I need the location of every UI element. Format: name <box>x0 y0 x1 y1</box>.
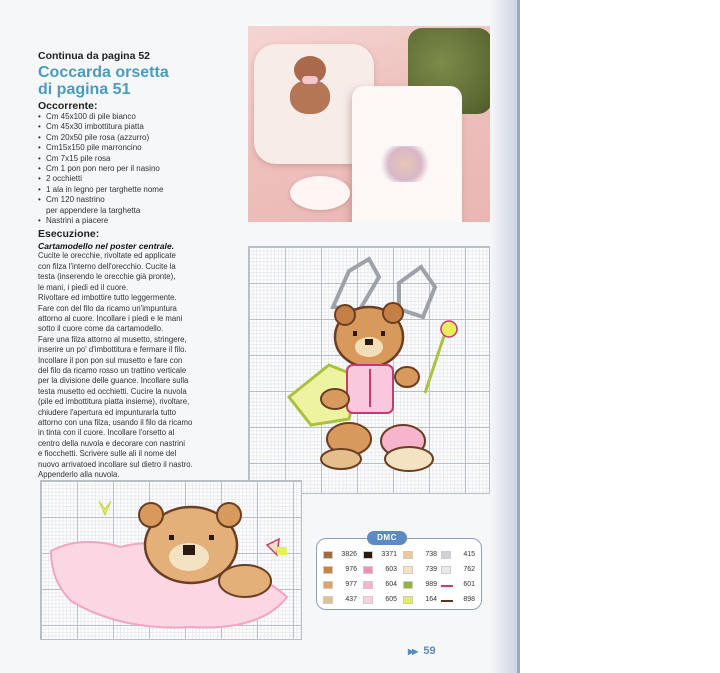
list-item: • 2 occhietti <box>38 174 238 184</box>
bear-appliqué <box>288 56 332 116</box>
ear-right <box>217 503 241 527</box>
yellow-bead <box>277 547 287 555</box>
instruction-line: Rivoltare ed imbottire tutto leggermente. <box>38 293 177 303</box>
ear-right <box>383 303 403 323</box>
foot-left <box>321 449 361 469</box>
arm-right <box>395 367 419 387</box>
sleeping-bear-motif <box>41 481 302 640</box>
eye-right <box>209 535 214 540</box>
instruction-line: del filo da ricamo rosso un trattino verticale <box>38 365 187 375</box>
cross-stitch-chart-angel-bear <box>248 246 490 494</box>
instruction-line: attorno con una filza, usando il filo da ricamo <box>38 417 193 427</box>
instruction-line: attorno al cuore. Incollare i piedi e le mani <box>38 313 183 323</box>
materials-heading: Occorrente: <box>38 100 98 112</box>
legend-row <box>323 549 479 561</box>
project-title-line2: di pagina 51 <box>38 81 131 98</box>
instruction-line: sotto il cuore come da cartamodello. <box>38 324 164 334</box>
instruction-line: (pile ed imbottitura piatta insieme), rivoltare, <box>38 397 190 407</box>
list-item: • Cm 45x100 di pile bianco <box>38 112 238 122</box>
dmc-code: 601 <box>463 581 475 588</box>
wing-outline-left <box>333 259 379 311</box>
instruction-line: Fare con del filo da ricamo un'impuntura <box>38 303 177 313</box>
bear-body <box>290 80 330 114</box>
list-item: • Cm 1 pon pon nero per il nasino <box>38 164 238 174</box>
instruction-line: con filza l'interno dell'orecchio. Cucite la <box>38 261 176 271</box>
instruction-line: Incollare il pon pon sul musetto e fare con <box>38 355 183 365</box>
color-swatch <box>363 566 373 574</box>
dmc-code: 603 <box>385 566 397 573</box>
pink-bow <box>302 76 318 84</box>
foot-right <box>385 447 433 471</box>
dmc-code: 437 <box>345 596 357 603</box>
wing-outline-right <box>399 267 435 317</box>
page-fold-shadow <box>490 0 517 673</box>
angel-bear-motif <box>249 247 490 494</box>
color-swatch <box>403 566 413 574</box>
instructions-text <box>38 251 238 480</box>
instruction-line: e fiocchetti. Scrivere sulle ali il nome del <box>38 449 177 459</box>
materials-list <box>38 112 238 226</box>
dmc-code: 604 <box>385 581 397 588</box>
cross-stitch-chart-sleeping-bear <box>40 480 302 640</box>
page-number <box>408 645 436 657</box>
bear-arm <box>219 565 271 597</box>
list-item: • Cm 45x30 imbottitura piatta <box>38 122 238 132</box>
nose <box>183 545 195 555</box>
eye-left <box>353 331 357 336</box>
arm-left <box>321 389 349 409</box>
color-swatch <box>441 551 451 559</box>
instruction-line: le mani, i piedi ed il cuore. <box>38 282 129 292</box>
backstitch-line-swatch <box>441 600 453 602</box>
small-heart <box>99 501 111 515</box>
instruction-line: Fare una filza attorno al musetto, stringere, <box>38 334 187 344</box>
color-swatch <box>403 551 413 559</box>
continued-from-note: Continua da pagina 52 <box>38 50 151 62</box>
eye-left <box>169 535 174 540</box>
ear-left <box>139 503 163 527</box>
color-swatch <box>323 551 333 559</box>
dmc-code: 415 <box>463 551 475 558</box>
list-item: • Cm15x150 pile marroncino <box>38 143 238 153</box>
dmc-code: 976 <box>345 566 357 573</box>
instruction-line: Cucite le orecchie, rivoltate ed applicate <box>38 251 176 261</box>
list-item: • Cm 120 nastrino <box>38 195 238 205</box>
dmc-code: 977 <box>345 581 357 588</box>
instruction-line: inserire un po' d'imbottitura e fermare il filo. <box>38 345 187 355</box>
dmc-code: 605 <box>385 596 397 603</box>
color-swatch <box>363 596 373 604</box>
color-swatch <box>403 596 413 604</box>
color-swatch <box>323 596 333 604</box>
embroidered-motif <box>378 146 432 182</box>
color-swatch <box>363 581 373 589</box>
color-swatch <box>441 566 451 574</box>
project-title-line1: Coccarda orsetta <box>38 64 169 81</box>
instruction-line: in tinta con il cuore. Incollare l'orsetto al <box>38 428 175 438</box>
nose <box>365 339 373 345</box>
dmc-code: 739 <box>425 566 437 573</box>
blank-margin <box>520 0 720 673</box>
list-item: • 1 ala in legno per targhette nome <box>38 185 238 195</box>
instruction-line: nuovo arrivatoed incollare sul dietro il nastro. <box>38 459 193 469</box>
legend-row <box>323 594 479 606</box>
instruction-line: chiudere l'apertura ed impunturarla tutto <box>38 407 177 417</box>
dmc-badge: DMC <box>367 531 407 545</box>
dmc-code: 164 <box>425 596 437 603</box>
instruction-line: testa musetto ed occhietti. Cucire la nuvola <box>38 386 187 396</box>
folio-arrows: ▶▶ <box>408 647 417 656</box>
dmc-code: 3826 <box>341 551 357 558</box>
dmc-code: 762 <box>463 566 475 573</box>
product-photo <box>248 26 490 222</box>
instruction-line: testa (inserendo le orecchie già pronte), <box>38 272 176 282</box>
color-swatch <box>403 581 413 589</box>
eye-right <box>381 331 385 336</box>
legend-row <box>323 579 479 591</box>
color-swatch <box>323 581 333 589</box>
dmc-color-legend <box>316 533 482 610</box>
list-item: • Cm 20x50 pile rosa (azzurro) <box>38 133 238 143</box>
instruction-line: Appenderlo alla nuvola. <box>38 470 120 479</box>
instruction-line: per la divisione delle guance. Incollare sulla <box>38 376 189 386</box>
instruction-line: centro della nuvola e decorare con nastrini <box>38 438 185 448</box>
pattern-note: Cartamodello nel poster centrale. <box>38 241 175 252</box>
ear-left <box>335 305 355 325</box>
dmc-code: 898 <box>463 596 475 603</box>
legend-row <box>323 564 479 576</box>
dmc-code: 989 <box>425 581 437 588</box>
dmc-code: 738 <box>425 551 437 558</box>
wand <box>425 333 445 393</box>
list-item: • Cm 7x15 pile rosa <box>38 154 238 164</box>
page-number-value: 59 <box>423 645 436 657</box>
execution-heading: Esecuzione: <box>38 228 100 241</box>
list-item: • Nastrini a piacere <box>38 216 238 226</box>
wand-star <box>441 321 457 337</box>
color-swatch <box>363 551 373 559</box>
bib <box>290 176 350 210</box>
list-item-continuation: per appendere la targhetta <box>46 205 141 215</box>
backstitch-line-swatch <box>441 585 453 587</box>
text-column <box>38 50 238 480</box>
color-swatch <box>323 566 333 574</box>
dmc-code: 3371 <box>381 551 397 558</box>
